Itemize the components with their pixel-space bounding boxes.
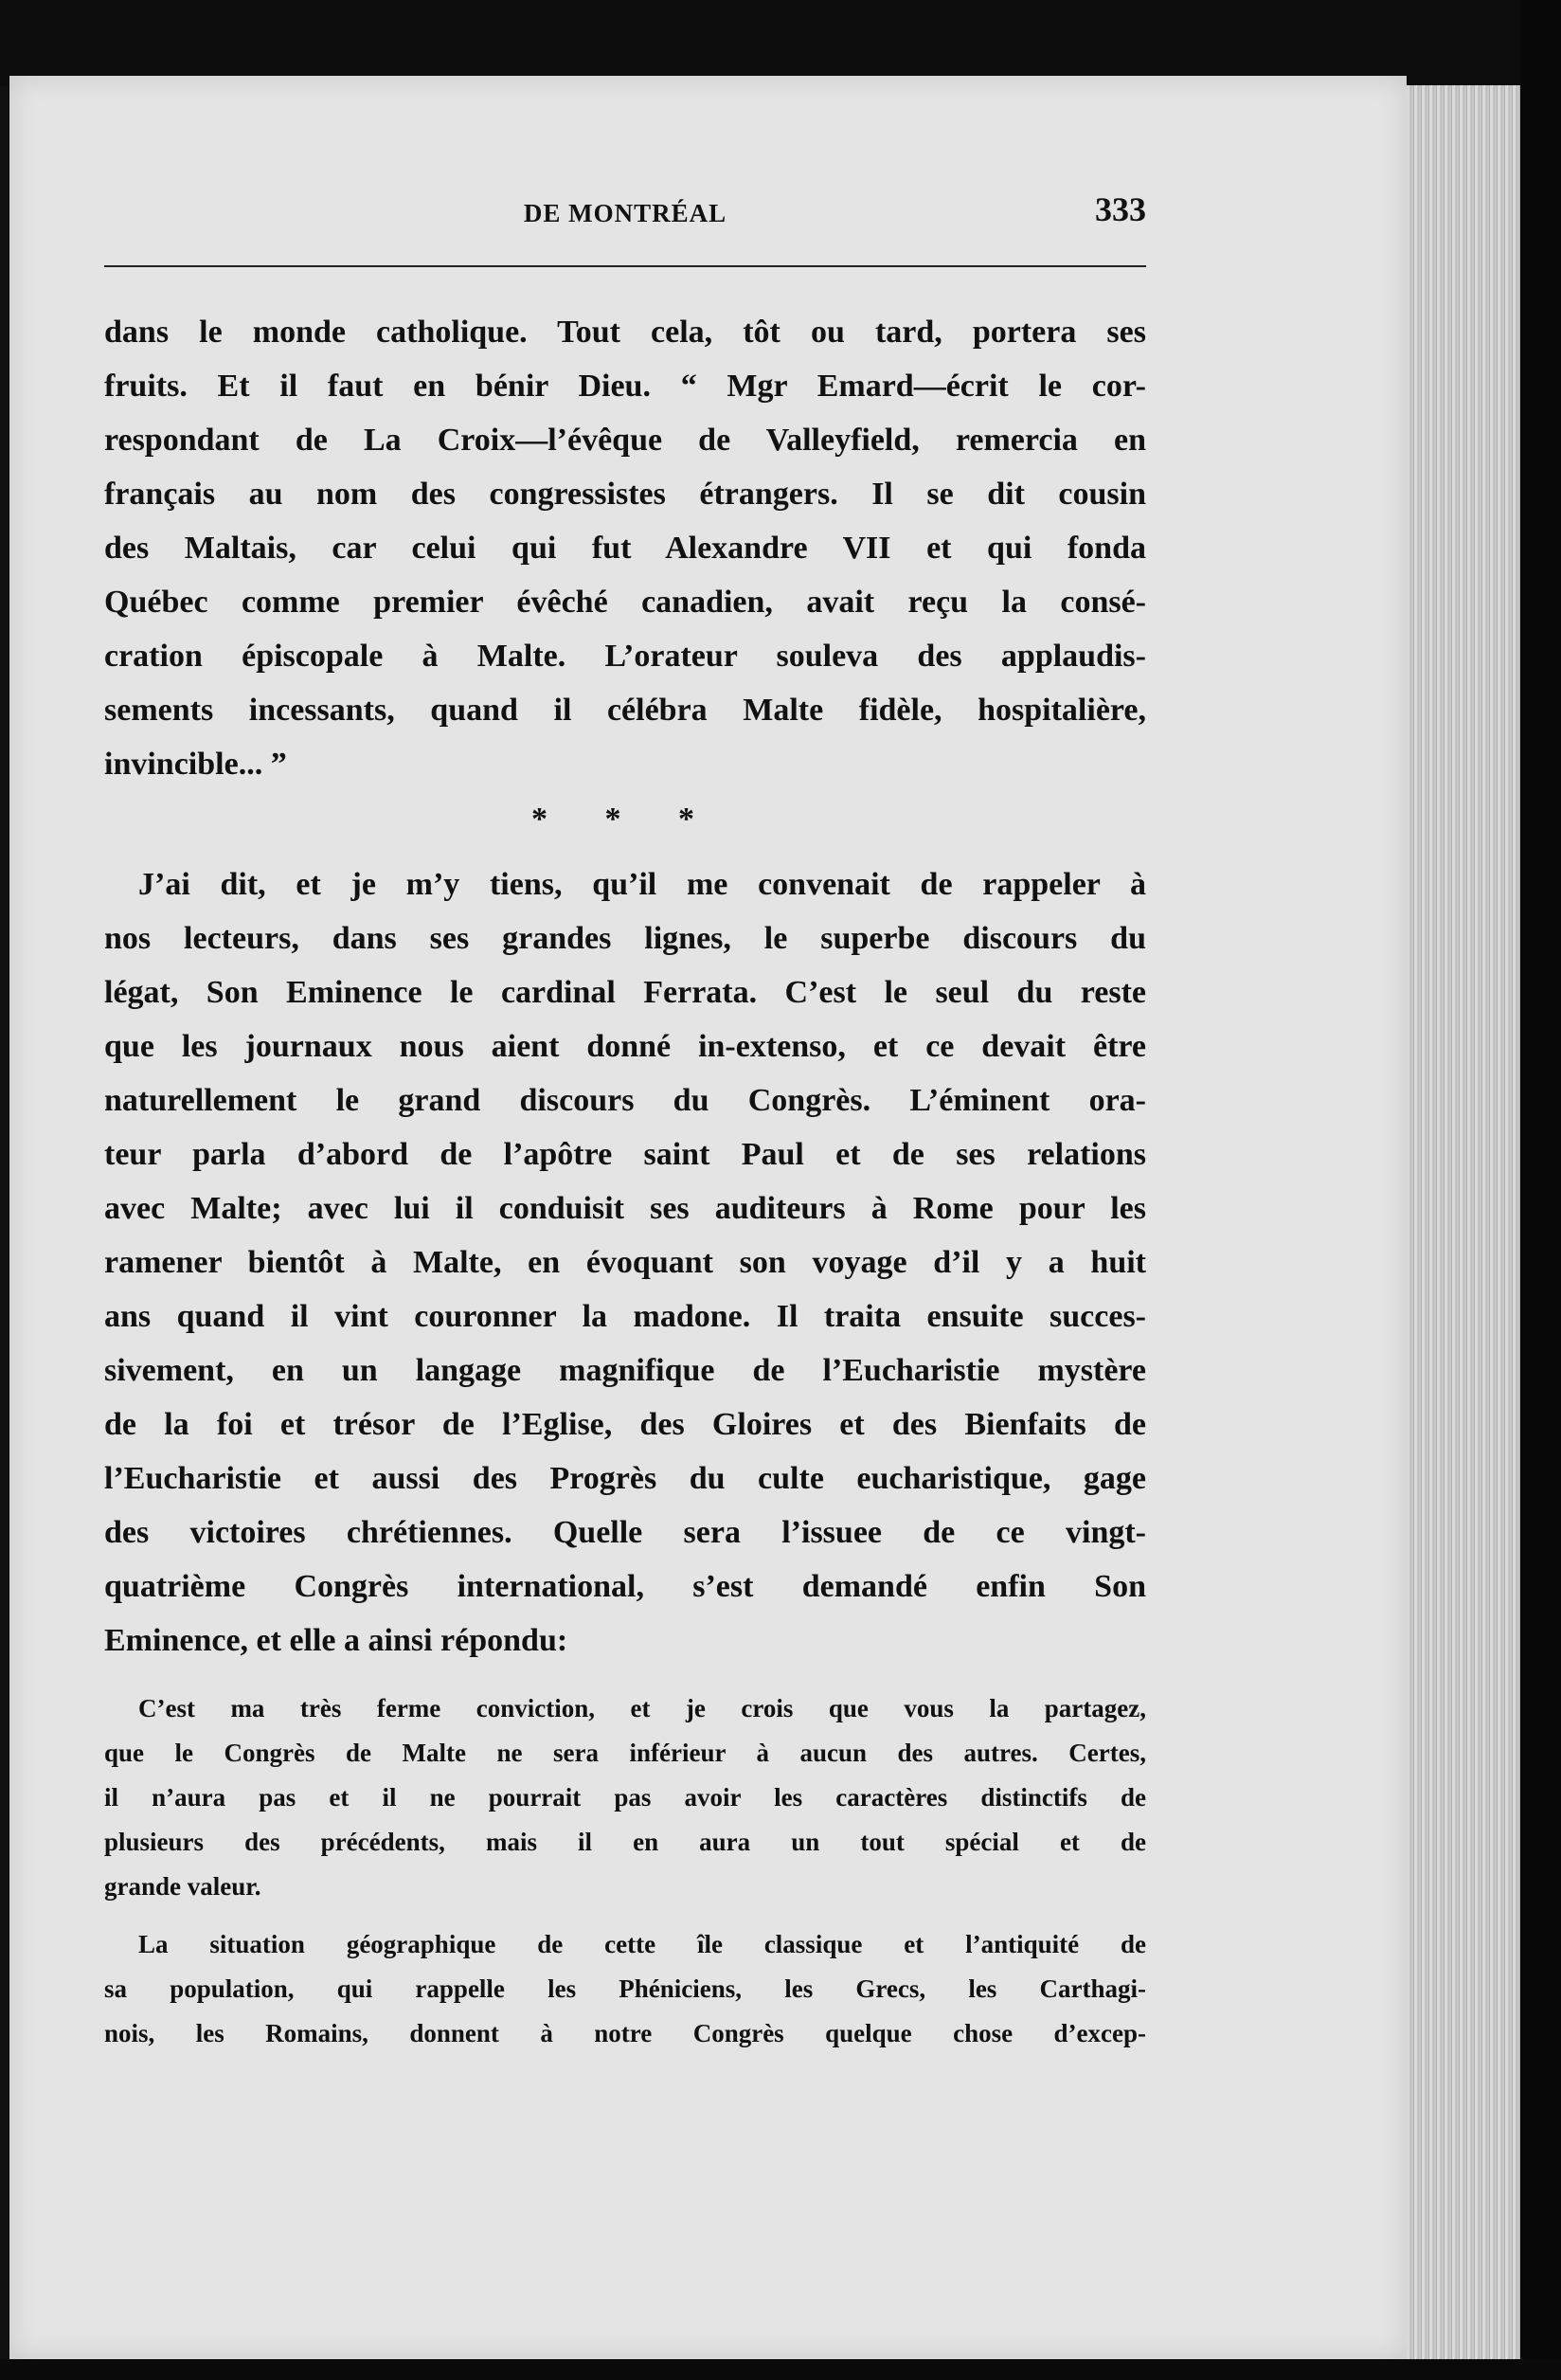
scan-border-right (1520, 0, 1561, 2380)
running-title: DE MONTRÉAL (523, 199, 727, 227)
quote-line: que le Congrès de Malte ne sera inférieur à aucun des autres. Certes, (104, 1739, 1146, 1767)
running-head (104, 189, 1146, 237)
paragraph-1 (104, 305, 1146, 791)
page-edges (1407, 85, 1520, 2359)
text-line: J’ai dit, et je m’y tiens, qu’il me convenait de rappeler à (138, 867, 1146, 902)
page-body (104, 305, 1146, 2056)
text-line: fruits. Et il faut en bénir Dieu. “ Mgr Emard—écrit le cor- (104, 369, 1146, 404)
text-line: légat, Son Eminence le cardinal Ferrata. C’est le seul du reste (104, 975, 1146, 1010)
text-line: quatrième Congrès international, s’est demandé enfin Son (104, 1569, 1146, 1604)
text-line: l’Eucharistie et aussi des Progrès du culte eucharistique, gage (104, 1461, 1146, 1496)
paragraph-2 (104, 857, 1146, 1668)
quote-line: sa population, qui rappelle les Phéniciens, les Grecs, les Carthagi- (104, 1974, 1146, 2003)
text-line: cration épiscopale à Malte. L’orateur souleva des applaudis- (104, 639, 1146, 674)
text-line: ramener bientôt à Malte, en évoquant son voyage d’il y a huit (104, 1245, 1146, 1280)
text-line: avec Malte; avec lui il conduisit ses auditeurs à Rome pour les (104, 1191, 1146, 1226)
scan-border-bottom (0, 2359, 1561, 2380)
text-line: des victoires chrétiennes. Quelle sera l’issuee de ce vingt- (104, 1515, 1146, 1550)
block-quote-1 (104, 1686, 1146, 1909)
text-line: sivement, en un langage magnifique de l’Eucharistie mystère (104, 1353, 1146, 1388)
quote-line: La situation géographique de cette île classique et l’antiquité de (138, 1930, 1146, 1958)
text-line: teur parla d’abord de l’apôtre saint Paul et de ses relations (104, 1137, 1146, 1172)
text-line: de la foi et trésor de l’Eglise, des Gloires et des Bienfaits de (104, 1407, 1146, 1442)
scan-border-top (0, 0, 1561, 85)
text-line: naturellement le grand discours du Congrès. L’éminent ora- (104, 1083, 1146, 1118)
page-number: 333 (1095, 190, 1146, 228)
block-quote-2 (104, 1922, 1146, 2056)
quote-line: nois, les Romains, donnent à notre Congrès quelque chose d’excep- (104, 2019, 1146, 2047)
header-rule (104, 265, 1146, 267)
quote-line: C’est ma très ferme conviction, et je crois que vous la partagez, (138, 1694, 1146, 1722)
quote-line: il n’aura pas et il ne pourrait pas avoir les caractères distinctifs de (104, 1783, 1146, 1812)
text-line: français au nom des congressistes étrangers. Il se dit cousin (104, 477, 1146, 512)
text-line: ans quand il vint couronner la madone. Il traita ensuite succes- (104, 1299, 1146, 1334)
text-line: respondant de La Croix—l’évêque de Valleyfield, remercia en (104, 423, 1146, 458)
text-line: sements incessants, quand il célébra Malte fidèle, hospitalière, (104, 693, 1146, 728)
section-separator: * * * (531, 802, 719, 837)
quote-line: grande valeur. (104, 1872, 261, 1901)
text-line: Eminence, et elle a ainsi répondu: (104, 1623, 568, 1658)
text-line: nos lecteurs, dans ses grandes lignes, le superbe discours du (104, 921, 1146, 956)
text-line: que les journaux nous aient donné in-extenso, et ce devait être (104, 1029, 1146, 1064)
text-line: dans le monde catholique. Tout cela, tôt ou tard, portera ses (104, 315, 1146, 350)
text-line: invincible... ” (104, 747, 287, 782)
text-line: des Maltais, car celui qui fut Alexandre VII et qui fonda (104, 531, 1146, 566)
text-line: Québec comme premier évêché canadien, avait reçu la consé- (104, 585, 1146, 620)
quote-line: plusieurs des précédents, mais il en aura un tout spécial et de (104, 1828, 1146, 1856)
